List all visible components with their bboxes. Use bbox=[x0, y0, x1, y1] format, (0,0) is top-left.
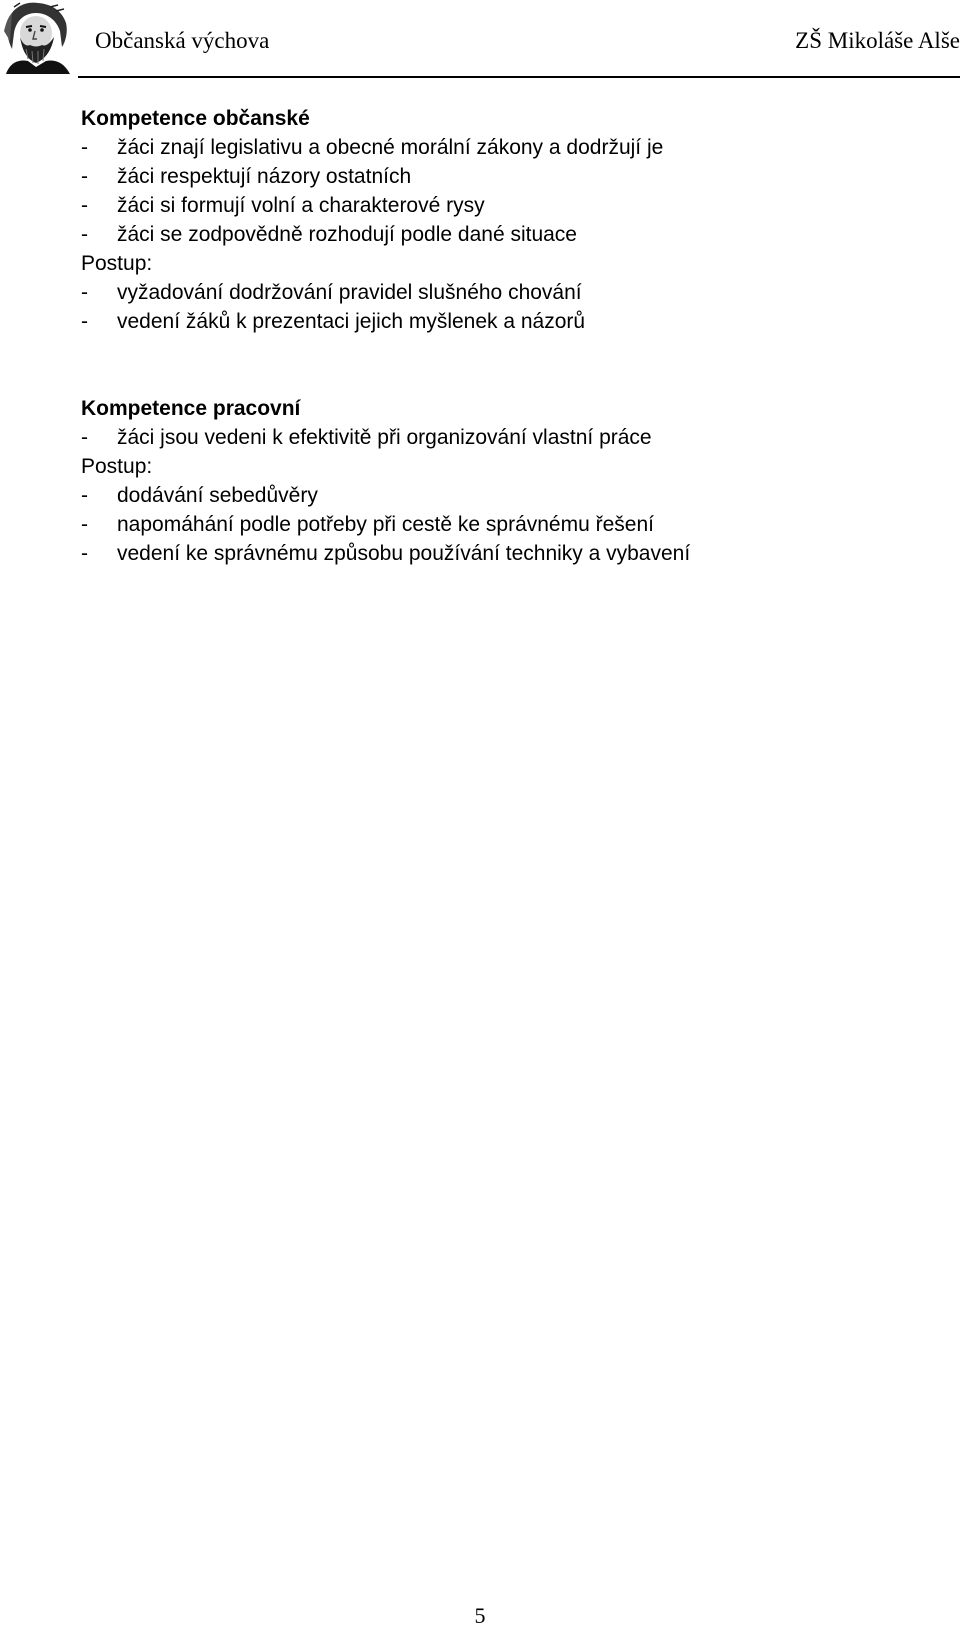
school-name: ZŠ Mikoláše Alše bbox=[795, 28, 960, 53]
list-item bbox=[81, 191, 941, 220]
dash-bullet: - bbox=[81, 194, 88, 217]
list-item-text: žáci respektují názory ostatních bbox=[117, 165, 412, 188]
postup-item bbox=[81, 481, 941, 510]
dash-bullet: - bbox=[81, 484, 88, 507]
postup-item-text: vyžadování dodržování pravidel slušného chování bbox=[117, 281, 582, 304]
dash-bullet: - bbox=[81, 426, 88, 449]
postup-item bbox=[81, 510, 941, 539]
page-header bbox=[0, 0, 960, 82]
section-heading: Kompetence pracovní bbox=[81, 397, 301, 420]
postup-label: Postup: bbox=[81, 252, 153, 275]
postup-item bbox=[81, 539, 941, 568]
list-item-text: žáci se zodpovědně rozhodují podle dané situace bbox=[117, 223, 577, 246]
section-kompetence-pracovni bbox=[81, 394, 941, 568]
list-item bbox=[81, 220, 941, 249]
list-item bbox=[81, 423, 941, 452]
dash-bullet: - bbox=[81, 165, 88, 188]
postup-item bbox=[81, 278, 941, 307]
postup-item-text: napomáhání podle potřeby při cestě ke správnému řešení bbox=[117, 513, 654, 536]
list-item bbox=[81, 133, 941, 162]
postup-item-text: vedení žáků k prezentaci jejich myšlenek a názorů bbox=[117, 310, 586, 333]
dash-bullet: - bbox=[81, 542, 88, 565]
portrait-logo-icon bbox=[2, 1, 72, 74]
dash-bullet: - bbox=[81, 223, 88, 246]
list-item-text: žáci si formují volní a charakterové rysy bbox=[117, 194, 485, 217]
dash-bullet: - bbox=[81, 281, 88, 304]
dash-bullet: - bbox=[81, 310, 88, 333]
subject-title: Občanská výchova bbox=[95, 28, 270, 53]
postup-label: Postup: bbox=[81, 455, 153, 478]
dash-bullet: - bbox=[81, 513, 88, 536]
list-item-text: žáci jsou vedeni k efektivitě při organizování vlastní práce bbox=[117, 426, 652, 449]
page-number: 5 bbox=[474, 1603, 486, 1628]
section-gap bbox=[81, 336, 941, 394]
postup-item-text: dodávání sebedůvěry bbox=[117, 484, 318, 507]
section-heading: Kompetence občanské bbox=[81, 107, 310, 130]
postup-item bbox=[81, 307, 941, 336]
header-divider bbox=[78, 76, 960, 78]
section-kompetence-obcanske bbox=[81, 104, 941, 336]
dash-bullet: - bbox=[81, 136, 88, 159]
list-item bbox=[81, 162, 941, 191]
list-item-text: žáci znají legislativu a obecné morální zákony a dodržují je bbox=[117, 136, 664, 159]
postup-item-text: vedení ke správnému způsobu používání techniky a vybavení bbox=[117, 542, 691, 565]
document-body bbox=[81, 104, 941, 568]
